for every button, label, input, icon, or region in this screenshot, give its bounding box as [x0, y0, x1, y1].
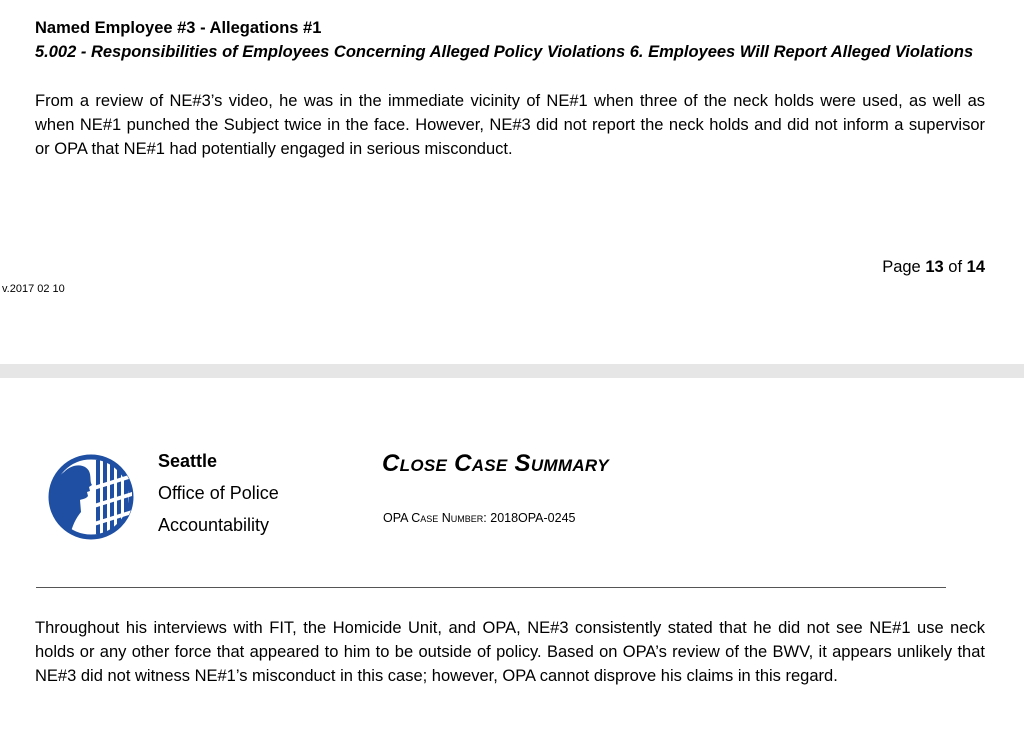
- case-number: OPA Case Number: 2018OPA-0245: [383, 511, 576, 525]
- org-name-line-3: Accountability: [158, 515, 270, 535]
- allegation-subheading: 5.002 - Responsibilities of Employees Concerning Alleged Policy Violations 6. Employees Will Report Alleged Violations: [35, 43, 974, 61]
- summary-paragraph: Throughout his interviews with FIT, the Homicide Unit, and OPA, NE#3 consistently stated that he did not see NE#1 use neck holds or any other force that appeared to him to be outside of policy. Based on OPA’s review of the BWV, it appears unlikely that NE#3 did not witness NE#1’s misconduct in this case; however, OPA cannot disprove his claims in this regard.: [35, 619, 985, 685]
- page-separator: [0, 364, 1024, 378]
- allegation-paragraph: From a review of NE#3’s video, he was in the immediate vicinity of NE#1 when three of the neck holds were used, as well as when NE#1 punched the Subject twice in the face. However, NE#3 did not report the neck holds and did not inform a supervisor or OPA that NE#1 had potentially engaged in serious misconduct.: [35, 92, 985, 158]
- allegation-heading: Named Employee #3 - Allegations #1: [35, 19, 322, 37]
- page-total: 14: [966, 258, 985, 276]
- org-name-line-2: Office of Police: [158, 483, 279, 503]
- page-of: of: [948, 258, 963, 276]
- document-page-13: [0, 0, 1024, 364]
- seattle-seal-icon: [46, 452, 136, 542]
- org-name: Seattle: [158, 451, 218, 471]
- header-divider: [36, 587, 946, 588]
- version-label: v.2017 02 10: [2, 283, 65, 295]
- page-current: 13: [925, 258, 944, 276]
- document-page-14: [0, 378, 1024, 729]
- document-title: Close Case Summary: [382, 450, 609, 477]
- page-label: Page: [882, 258, 921, 276]
- page-number: [882, 256, 985, 278]
